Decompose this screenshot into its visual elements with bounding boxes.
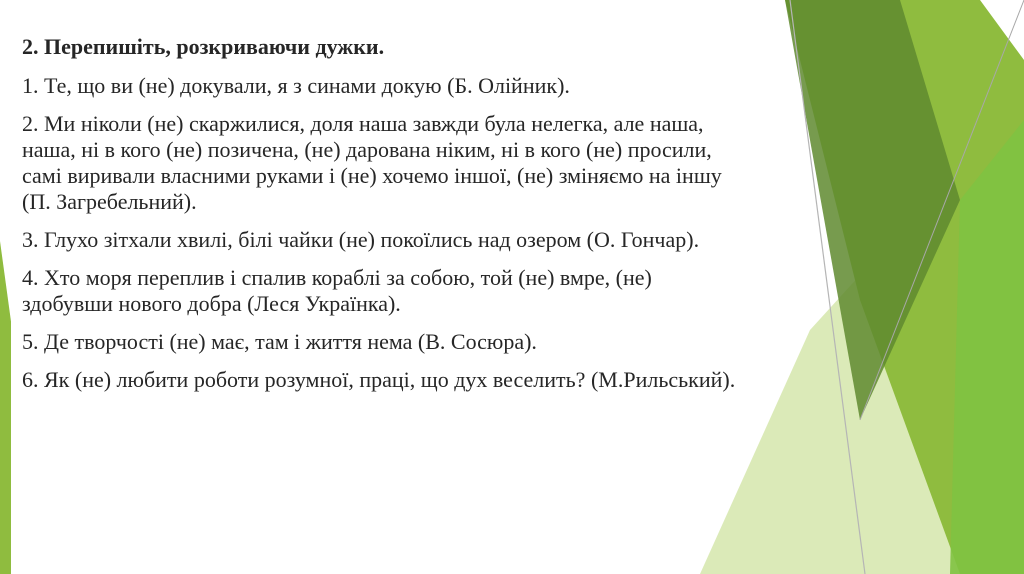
sentence-5: 5. Де творчості (не) має, там і життя нема (В. Сосюра). — [22, 329, 537, 354]
sentence-2: 2. Ми ніколи (не) скаржилися, доля наша завжди була нелегка, але наша, наша, ні в кого (не) позичена, (не) дарована ніким, ні в кого (не) просили, самі виривали власними руками і (не) хочемо іншої, (не) зміняємо на іншу (П. Загребельний). — [22, 111, 722, 214]
sentence-1: 1. Те, що ви (не) докували, я з синами докую (Б. Олійник). — [22, 73, 570, 98]
sentence-4: 4. Хто моря переплив і спалив кораблі за собою, той (не) вмре, (не) здобувши нового добра (Леся Українка). — [22, 265, 652, 316]
slide-heading: 2. Перепишіть, розкриваючи дужки. — [22, 34, 385, 59]
slide-content — [22, 30, 1012, 405]
sentence-3: 3. Глухо зітхали хвилі, білі чайки (не) покоїлись над озером (О. Гончар). — [22, 227, 700, 252]
sentence-6: 6. Як (не) любити роботи розумної, праці, що дух веселить? (М.Рильський). — [22, 367, 736, 392]
